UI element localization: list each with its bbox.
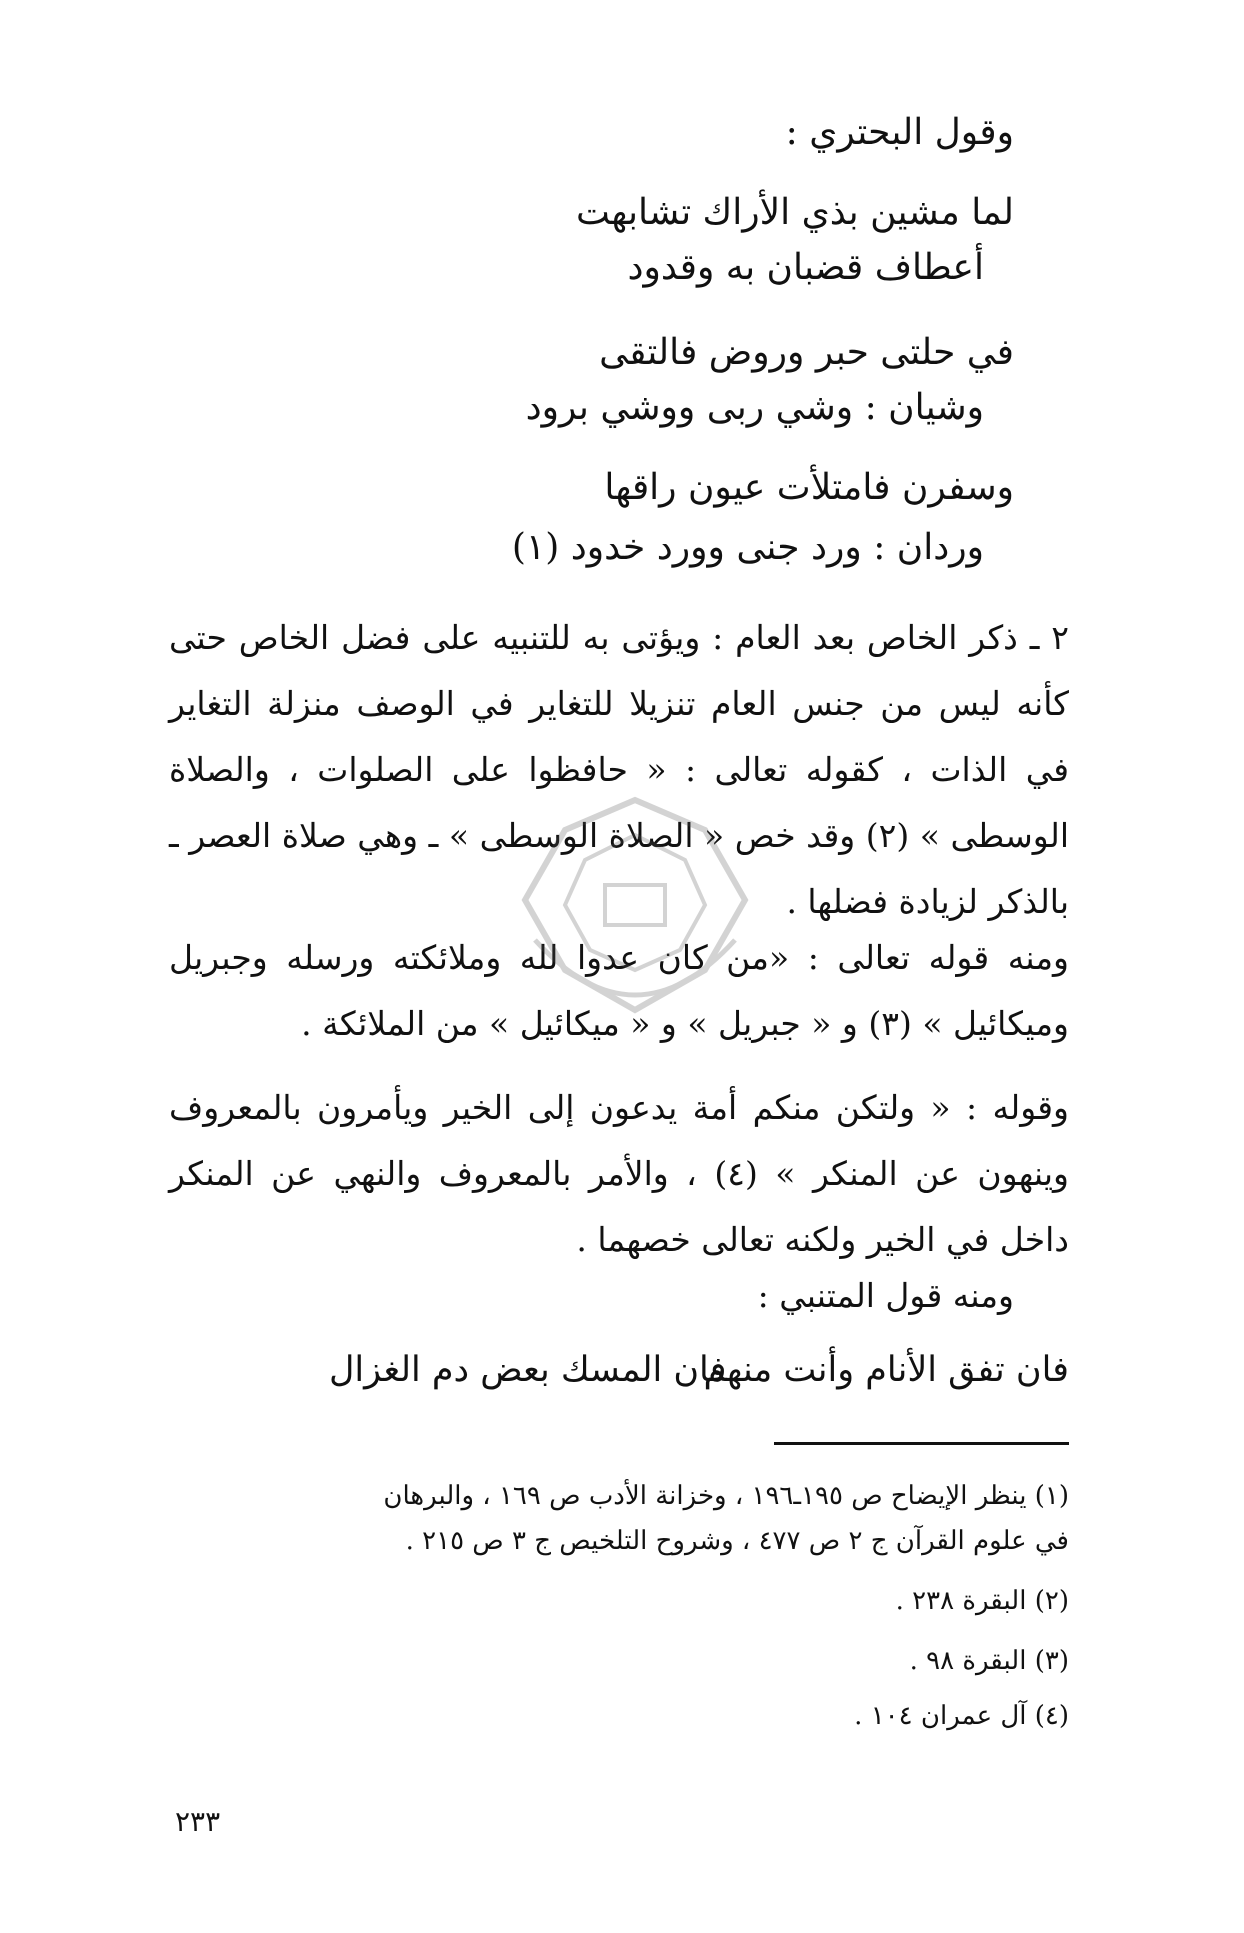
intro-mutanabbi: ومنه قول المتنبي : <box>757 1276 1014 1315</box>
footnote-1-continued: في علوم القرآن ج ٢ ص ٤٧٧ ، وشروح التلخيص ج ٣ ص ٢١٥ . <box>405 1526 1069 1556</box>
verse-line: أعطاف قضبان به وقدود <box>627 247 984 288</box>
footnote-3: (٣) البقرة ٩٨ . <box>909 1646 1069 1676</box>
paragraph-example-angels: ومنه قوله تعالى : «من كان عدوا لله وملائكته ورسله وجبريل وميكائيل » (٣) و « جبريل » و « ميكائيل » من الملائكة . <box>169 938 1069 1043</box>
couplet-second-hemistich: فان المسك بعض دم الغزال <box>329 1350 727 1390</box>
intro-line: وقول البحتري : <box>785 112 1014 153</box>
verse-line: وسفرن فامتلأت عيون راقها <box>604 467 1014 508</box>
paragraph-special-after-general: ٢ ـ ذكر الخاص بعد العام : ويؤتى به للتنبيه على فضل الخاص حتى كأنه ليس من جنس العام تنزيلا للتغاير في الوصف منزلة التغاير في الذات ، كقوله تعالى : « حافظوا على الصلوات ، والصلاة الوسطى » (٢) وقد خص « الصلاة الوسطى » ـ وهي صلاة العصر ـ بالذكر لزيادة فضلها . <box>169 618 1070 921</box>
couplet-first-hemistich: فان تفق الأنام وأنت منهم <box>703 1350 1069 1390</box>
verse-line: وشيان : وشي ربى ووشي برود <box>525 387 984 428</box>
footnote-1: (١) ينظر الإيضاح ص ١٩٥ـ١٩٦ ، وخزانة الأدب ص ١٦٩ ، والبرهان <box>383 1481 1069 1511</box>
poetry-couplet <box>169 1350 1069 1400</box>
footnote-2: (٢) البقرة ٢٣٨ . <box>895 1586 1069 1616</box>
verse-line: في حلتى حبر وروض فالتقى <box>599 332 1014 373</box>
verse-line: وردان : ورد جنى وورد خدود (١) <box>511 527 984 568</box>
footnote-divider <box>774 1442 1069 1445</box>
verse-line: لما مشين بذي الأراك تشابهت <box>576 192 1014 233</box>
footnote-4: (٤) آل عمران ١٠٤ . <box>854 1701 1069 1731</box>
paragraph-example-good: وقوله : « ولتكن منكم أمة يدعون إلى الخير ويأمرون بالمعروف وينهون عن المنكر » (٤) ، والأمر بالمعروف والنهي عن المنكر داخل في الخير ولكنه تعالى خصهما . <box>169 1088 1069 1259</box>
page-number: ٢٣٣ <box>175 1805 221 1838</box>
